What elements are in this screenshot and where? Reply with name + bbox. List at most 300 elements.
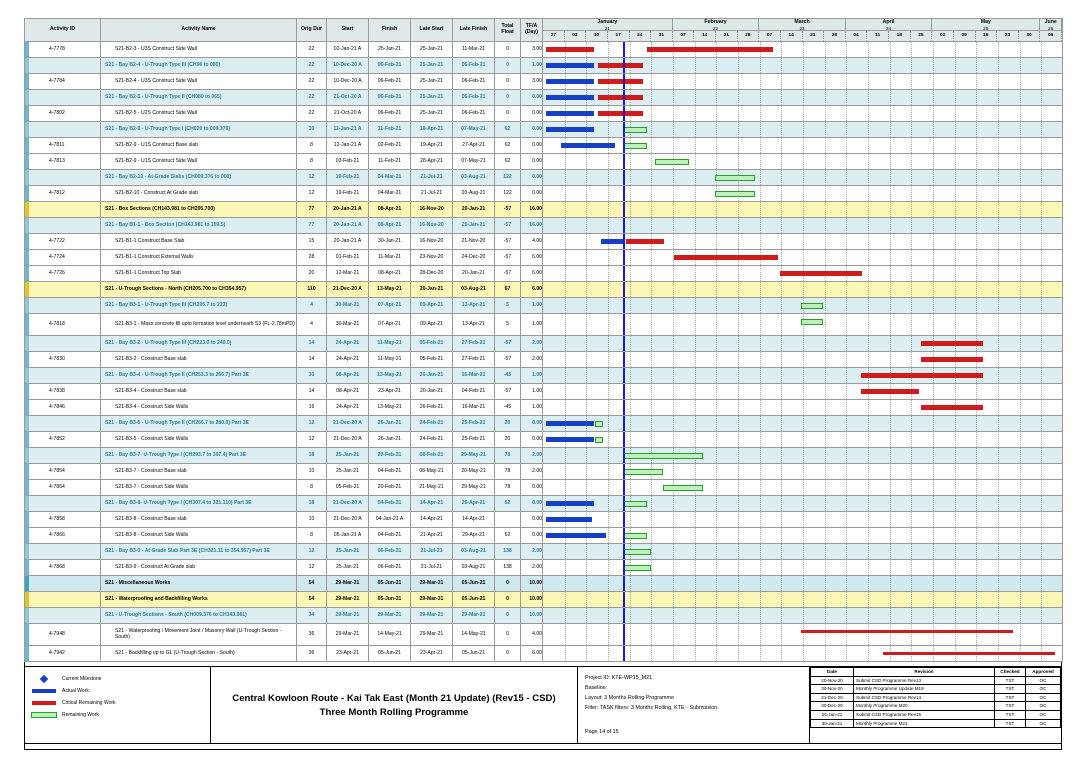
gantt-bar-cell[interactable] — [543, 202, 1063, 218]
gantt-bar-cell[interactable] — [543, 298, 1063, 314]
cell-activity-id — [25, 202, 101, 218]
gantt-bar-crit[interactable] — [861, 389, 919, 394]
header-late-finish: Late Finish — [453, 19, 495, 42]
cell-finish: 04-Feb-21 — [369, 496, 411, 512]
row-colour-strip — [25, 496, 29, 511]
cell-orig-dur: 34 — [297, 608, 327, 624]
header-start: Start — [327, 19, 369, 42]
cell-late-start: 29-Mar-21 — [411, 624, 453, 646]
cell-activity-id: 4-7948 — [25, 624, 101, 646]
gantt-bar-rem[interactable] — [623, 501, 647, 507]
cell-tf-a: 0.00 — [521, 186, 543, 202]
cell-finish: 05-Jun-21 — [369, 576, 411, 592]
gantt-bar-rem[interactable] — [801, 319, 823, 325]
gantt-bar-actual[interactable] — [546, 421, 594, 426]
gantt-bar-cell[interactable] — [543, 170, 1063, 186]
table-row[interactable] — [25, 448, 1063, 464]
cell-finish: 04-Mar-21 — [369, 170, 411, 186]
gantt-bar-cell[interactable] — [543, 250, 1063, 266]
table-row[interactable] — [25, 416, 1063, 432]
cell-activity-id — [25, 368, 101, 384]
table-row[interactable] — [25, 202, 1063, 218]
gantt-bar-actual[interactable] — [561, 143, 615, 148]
data-date-line — [623, 592, 625, 607]
gantt-bar-cell[interactable] — [543, 448, 1063, 464]
cell-activity-id: 4-7812 — [25, 186, 101, 202]
cell-late-start: 09-Apr-21 — [411, 298, 453, 314]
cell-activity-name: S21 - Box Sections (CH143.981 to CH205.700) — [101, 202, 297, 218]
gantt-bar-rem[interactable] — [715, 175, 755, 181]
table-row[interactable] — [25, 282, 1063, 298]
gantt-bar-cell[interactable] — [543, 576, 1063, 592]
gantt-bar-actual[interactable] — [546, 79, 594, 84]
gantt-bar-actual[interactable] — [546, 517, 592, 522]
cell-late-start: 24-Feb-21 — [411, 416, 453, 432]
cell-activity-name: S21-B1-1 Construct External Walls — [101, 250, 297, 266]
cell-finish: 23-Apr-21 — [369, 384, 411, 400]
table-row[interactable] — [25, 138, 1063, 154]
gantt-bar-actual[interactable] — [546, 95, 594, 100]
cell-activity-id: 4-7942 — [25, 646, 101, 662]
cell-start: 24-Apr-21 — [327, 400, 369, 416]
cell-total-float: 67 — [495, 282, 521, 298]
cell-late-start: 19-Apr-21 — [411, 138, 453, 154]
revision-cell-checked: TST — [995, 676, 1026, 685]
cell-finish: 05-Jun-21 — [369, 592, 411, 608]
gantt-bar-actual[interactable] — [546, 127, 594, 132]
cell-finish: 06-Feb-21 — [369, 544, 411, 560]
cell-start: 05-Jan-21 A — [327, 528, 369, 544]
cell-activity-name: S21 - Bay B2-10 - At-Grade Slabs (CH009.376 to 000) — [101, 170, 297, 186]
gantt-bar-cell[interactable] — [543, 432, 1063, 448]
gantt-bar-crit-thin[interactable] — [883, 652, 1055, 655]
revision-cell-rev: Monthly Programme M20 — [854, 702, 995, 711]
cell-tf-a: 3.00 — [521, 42, 543, 58]
gantt-bar-crit[interactable] — [598, 63, 643, 68]
gantt-bar-crit[interactable] — [546, 47, 594, 52]
gantt-bar-rem[interactable] — [663, 485, 703, 491]
timeline-week-tick: 02 — [932, 31, 954, 41]
cell-late-start: 21-Jul-21 — [411, 170, 453, 186]
table-row[interactable] — [25, 384, 1063, 400]
revision-cell-approved: OC — [1026, 719, 1061, 728]
gantt-bar-cell[interactable] — [543, 314, 1063, 336]
cell-late-start: 14-Apr-21 — [411, 512, 453, 528]
cell-total-float: 62 — [495, 496, 521, 512]
table-row[interactable] — [25, 608, 1063, 624]
gantt-bar-actual[interactable] — [546, 533, 606, 538]
gantt-bar-actual[interactable] — [546, 437, 594, 442]
cell-finish: 26-Jan-21 — [369, 432, 411, 448]
row-colour-strip — [25, 138, 29, 153]
legend-symbol-diamond — [31, 676, 57, 682]
gantt-bar-cell[interactable] — [543, 592, 1063, 608]
gantt-bar-cell[interactable] — [543, 384, 1063, 400]
cell-late-finish: 06-Feb-21 — [453, 90, 495, 106]
row-colour-strip — [25, 512, 29, 527]
gantt-bar-cell[interactable] — [543, 282, 1063, 298]
cell-start: 21-Dec-20 A — [327, 282, 369, 298]
legend — [25, 667, 211, 743]
table-row[interactable] — [25, 544, 1063, 560]
table-row[interactable] — [25, 74, 1063, 90]
cell-late-start: 29-Mar-21 — [411, 576, 453, 592]
cell-start: 20-Jan-21 A — [327, 234, 369, 250]
cell-start: 08-Apr-21 — [327, 368, 369, 384]
gantt-bar-cell[interactable] — [543, 266, 1063, 282]
legend-item — [31, 686, 204, 695]
gantt-bar-rem[interactable] — [623, 549, 651, 555]
gantt-bar-actual[interactable] — [601, 239, 623, 244]
table-row[interactable] — [25, 266, 1063, 282]
cell-orig-dur: 18 — [297, 496, 327, 512]
timeline-week-tick: 25 — [911, 31, 933, 41]
row-colour-strip — [25, 646, 29, 661]
revision-cell-checked: TST — [995, 685, 1026, 694]
table-row[interactable] — [25, 646, 1063, 662]
gantt-bar-rem[interactable] — [595, 421, 603, 427]
cell-activity-id: 4-7784 — [25, 74, 101, 90]
gantt-bar-rem[interactable] — [623, 533, 647, 539]
gantt-bar-rem[interactable] — [623, 127, 647, 133]
cell-total-float: 62 — [495, 154, 521, 170]
cell-activity-name: S21 - Backfilling up to GL (U-Trough Section - South) — [101, 646, 297, 662]
gantt-bar-cell[interactable] — [543, 464, 1063, 480]
cell-activity-name: S21 - Waterproofing / Movement Joint / Masonry Wall (U-Trough Section - South) — [101, 624, 297, 646]
cell-finish: 06-Feb-21 — [369, 560, 411, 576]
table-row[interactable] — [25, 90, 1063, 106]
row-colour-strip — [25, 234, 29, 249]
page-number: Page 14 of 15 — [585, 729, 619, 735]
cell-total-float: 78 — [495, 464, 521, 480]
cell-late-finish: 03-Aug-21 — [453, 282, 495, 298]
gantt-bar-crit-thin[interactable] — [801, 630, 1013, 633]
gantt-bar-cell[interactable] — [543, 352, 1063, 368]
gantt-bar-cell[interactable] — [543, 528, 1063, 544]
data-date-line — [623, 170, 625, 185]
revision-cell-date: 20-Nov-20 — [811, 676, 854, 685]
cell-total-float: 0 — [495, 646, 521, 662]
row-colour-strip — [25, 416, 29, 431]
cell-activity-id — [25, 496, 101, 512]
gantt-bar-crit[interactable] — [598, 111, 643, 116]
table-row[interactable] — [25, 42, 1063, 58]
revision-cell-checked: TST — [995, 710, 1026, 719]
gantt-bar-crit[interactable] — [647, 47, 773, 52]
gantt-bar-cell[interactable] — [543, 544, 1063, 560]
row-colour-strip — [25, 74, 29, 89]
timeline-week-tick: 16 — [976, 31, 998, 41]
cell-start: 30-Mar-21 — [327, 298, 369, 314]
gantt-bar-cell[interactable] — [543, 646, 1063, 662]
gantt-bar-cell[interactable] — [543, 480, 1063, 496]
table-row[interactable] — [25, 432, 1063, 448]
cell-total-float: 20 — [495, 432, 521, 448]
cell-finish: 04-Jan-21 A — [369, 512, 411, 528]
gantt-bar-crit[interactable] — [598, 79, 643, 84]
gantt-bar-cell[interactable] — [543, 154, 1063, 170]
cell-orig-dur: 8 — [297, 138, 327, 154]
gantt-bar-rem[interactable] — [655, 159, 689, 165]
cell-tf-a: 4.00 — [521, 234, 543, 250]
cell-orig-dur: 8 — [297, 528, 327, 544]
gantt-bar-rem[interactable] — [801, 303, 823, 309]
gantt-bar-actual[interactable] — [546, 501, 594, 506]
gantt-bar-actual[interactable] — [546, 63, 594, 68]
cell-orig-dur: 14 — [297, 384, 327, 400]
cell-tf-a: 0.00 — [521, 122, 543, 138]
cell-late-start: 25-Jan-21 — [411, 106, 453, 122]
gantt-bar-cell[interactable] — [543, 106, 1063, 122]
table-row[interactable] — [25, 576, 1063, 592]
cell-total-float: -57 — [495, 266, 521, 282]
title-block — [24, 666, 1062, 744]
cell-start: 12-Mar-21 — [327, 266, 369, 282]
cell-late-finish: 16-Mar-21 — [453, 400, 495, 416]
cell-orig-dur: 36 — [297, 646, 327, 662]
table-row[interactable] — [25, 58, 1063, 74]
timeline-week-tick: 07 — [673, 31, 695, 41]
table-row[interactable] — [25, 560, 1063, 576]
cell-orig-dur: 8 — [297, 480, 327, 496]
cell-late-finish: 05-Jun-21 — [453, 592, 495, 608]
gantt-bar-rem[interactable] — [715, 191, 755, 197]
cell-orig-dur: 18 — [297, 448, 327, 464]
gantt-bar-cell[interactable] — [543, 138, 1063, 154]
row-colour-strip — [25, 448, 29, 463]
cell-activity-name: S21 - Bay B3-7- U-Trough Type I (CH293.7 to 307.4) Part 3E — [101, 448, 297, 464]
row-colour-strip — [25, 624, 29, 645]
cell-orig-dur: 39 — [297, 122, 327, 138]
table-row[interactable] — [25, 314, 1063, 336]
row-colour-strip — [25, 560, 29, 575]
cell-orig-dur: 16 — [297, 400, 327, 416]
gantt-bar-cell[interactable] — [543, 42, 1063, 58]
table-row[interactable] — [25, 592, 1063, 608]
cell-start: 19-Feb-21 — [327, 186, 369, 202]
table-row[interactable] — [25, 336, 1063, 352]
revision-cell-date: 30-Jan-21 — [811, 719, 854, 728]
cell-late-start: 21-Jul-21 — [411, 186, 453, 202]
revision-cell-rev: Submit CSD Programme Rev14 — [854, 693, 995, 702]
cell-total-float: 0 — [495, 592, 521, 608]
table-row[interactable] — [25, 218, 1063, 234]
cell-finish: 07-Apr-21 — [369, 314, 411, 336]
cell-activity-name: S21-B3-8 - Construct Side Walls — [101, 528, 297, 544]
gantt-bar-crit[interactable] — [921, 405, 983, 410]
row-colour-strip — [25, 336, 29, 351]
cell-tf-a: 2.00 — [521, 464, 543, 480]
header-finish: Finish — [369, 19, 411, 42]
cell-late-finish: 03-Aug-21 — [453, 170, 495, 186]
cell-orig-dur: 14 — [297, 352, 327, 368]
table-row[interactable] — [25, 122, 1063, 138]
gantt-bar-crit[interactable] — [674, 255, 778, 260]
table-row[interactable] — [25, 496, 1063, 512]
table-row[interactable] — [25, 352, 1063, 368]
gantt-bar-actual[interactable] — [546, 111, 594, 116]
cell-activity-name: S21 - Bay B2-9 - U-Trough Type I (CH020 to 009.376) — [101, 122, 297, 138]
cell-activity-name: S21-B3-4 - Construct Base slab — [101, 384, 297, 400]
gantt-bar-crit[interactable] — [626, 239, 664, 244]
cell-total-float: -45 — [495, 400, 521, 416]
cell-tf-a: 0.00 — [521, 528, 543, 544]
gantt-bar-cell[interactable] — [543, 624, 1063, 646]
cell-activity-id: 4-7866 — [25, 528, 101, 544]
gantt-bar-cell[interactable] — [543, 218, 1063, 234]
cell-late-finish: 06-Feb-21 — [453, 58, 495, 74]
cell-start: 29-Mar-21 — [327, 624, 369, 646]
row-colour-strip — [25, 464, 29, 479]
cell-start: 21-Dec-20 A — [327, 512, 369, 528]
cell-tf-a: 1.00 — [521, 314, 543, 336]
cell-tf-a: 1.00 — [521, 368, 543, 384]
cell-total-float: 0 — [495, 90, 521, 106]
timeline-week-tick: 18 — [889, 31, 911, 41]
gantt-bar-crit[interactable] — [780, 271, 862, 276]
cell-late-start: 21-May-21 — [411, 480, 453, 496]
cell-late-finish: 29-May-21 — [453, 448, 495, 464]
cell-orig-dur: 12 — [297, 170, 327, 186]
gantt-bar-crit[interactable] — [598, 95, 643, 100]
cell-orig-dur: 8 — [297, 154, 327, 170]
revision-row — [811, 693, 1061, 702]
legend-label: Remaining Work — [62, 711, 99, 718]
cell-finish: 02-Feb-21 — [369, 138, 411, 154]
table-row[interactable] — [25, 250, 1063, 266]
cell-activity-name: S21-B1-1 Construct Top Slab — [101, 266, 297, 282]
table-row[interactable] — [25, 464, 1063, 480]
gantt-bar-rem[interactable] — [595, 437, 603, 443]
gantt-bar-crit[interactable] — [921, 341, 983, 346]
table-row[interactable] — [25, 528, 1063, 544]
gantt-bar-rem[interactable] — [623, 565, 651, 571]
cell-total-float: -57 — [495, 218, 521, 234]
gantt-bar-cell[interactable] — [543, 186, 1063, 202]
gantt-bar-cell[interactable] — [543, 74, 1063, 90]
table-row[interactable] — [25, 106, 1063, 122]
gantt-bar-rem[interactable] — [623, 453, 703, 459]
cell-finish: 06-Feb-21 — [369, 74, 411, 90]
cell-orig-dur: 12 — [297, 432, 327, 448]
table-row[interactable] — [25, 480, 1063, 496]
table-row[interactable] — [25, 234, 1063, 250]
gantt-bar-cell[interactable] — [543, 234, 1063, 250]
table-row[interactable] — [25, 186, 1063, 202]
cell-orig-dur: 54 — [297, 592, 327, 608]
gantt-bar-rem[interactable] — [623, 143, 647, 149]
cell-tf-a: 0.00 — [521, 416, 543, 432]
cell-finish: 05-Jun-21 — [369, 646, 411, 662]
cell-late-finish: 20-May-21 — [453, 464, 495, 480]
cell-activity-id: 4-7811 — [25, 138, 101, 154]
cell-late-start: 16-Nov-20 — [411, 202, 453, 218]
cell-start: 21-Oct-20 A — [327, 106, 369, 122]
cell-finish: 11-May-21 — [369, 352, 411, 368]
gantt-bar-cell[interactable] — [543, 560, 1063, 576]
cell-finish: 04-Feb-21 — [369, 464, 411, 480]
table-row[interactable] — [25, 400, 1063, 416]
cell-start: 29-Mar-21 — [327, 592, 369, 608]
cell-late-finish: 05-Jun-21 — [453, 646, 495, 662]
cell-start: 01-Feb-21 — [327, 250, 369, 266]
gantt-bar-crit[interactable] — [921, 357, 983, 362]
gantt-bar-cell[interactable] — [543, 58, 1063, 74]
cell-late-start: 23-Nov-20 — [411, 250, 453, 266]
data-date-line — [623, 400, 625, 415]
cell-late-start: 25-Jan-21 — [411, 74, 453, 90]
gantt-bar-cell[interactable] — [543, 368, 1063, 384]
revision-row — [811, 710, 1061, 719]
timeline-week-tick: 30 — [1019, 31, 1041, 41]
gantt-bar-cell[interactable] — [543, 90, 1063, 106]
cell-orig-dur: 4 — [297, 314, 327, 336]
cell-total-float: 62 — [495, 138, 521, 154]
cell-tf-a: 2.00 — [521, 560, 543, 576]
table-row[interactable] — [25, 154, 1063, 170]
cell-activity-id: 4-7818 — [25, 314, 101, 336]
cell-finish: 04-Feb-21 — [369, 528, 411, 544]
cell-late-start: 19-Apr-21 — [411, 122, 453, 138]
gantt-bar-crit[interactable] — [861, 373, 983, 378]
gantt-bar-cell[interactable] — [543, 122, 1063, 138]
cell-activity-id — [25, 218, 101, 234]
table-row[interactable] — [25, 624, 1063, 646]
header-timeline — [543, 19, 1063, 42]
table-row[interactable] — [25, 298, 1063, 314]
cell-finish: 14-May-21 — [369, 624, 411, 646]
data-date-line — [623, 336, 625, 351]
revision-cell-approved: OC — [1026, 710, 1061, 719]
cell-late-finish: 03-Aug-21 — [453, 560, 495, 576]
revision-header-date: Date — [811, 668, 854, 677]
cell-late-start: 28-Apr-21 — [411, 154, 453, 170]
cell-activity-id — [25, 592, 101, 608]
gantt-bar-cell[interactable] — [543, 512, 1063, 528]
cell-total-float: 0 — [495, 576, 521, 592]
cell-activity-id: 4-7724 — [25, 250, 101, 266]
timeline-week-tick: 21 — [716, 31, 738, 41]
cell-activity-id — [25, 448, 101, 464]
row-colour-strip — [25, 58, 29, 73]
gantt-bar-cell[interactable] — [543, 400, 1063, 416]
gantt-bar-cell[interactable] — [543, 336, 1063, 352]
cell-start: 25-Jan-21 — [327, 464, 369, 480]
cell-activity-name: S21 - Bay B3-1 - U-Trough Type III (CH205.7 to 223) — [101, 298, 297, 314]
header-orig-dur: Orig Dur — [297, 19, 327, 42]
row-colour-strip — [25, 122, 29, 137]
cell-activity-id: 4-7868 — [25, 560, 101, 576]
cell-late-finish: 07-May-21 — [453, 154, 495, 170]
title-line-1: Central Kowloon Route - Kai Tak East (Month 21 Update) (Rev15 - CSD) — [232, 692, 556, 704]
timeline-week-tick: 04 — [846, 31, 868, 41]
gantt-bar-cell[interactable] — [543, 608, 1063, 624]
table-row[interactable] — [25, 368, 1063, 384]
gantt-bar-cell[interactable] — [543, 496, 1063, 512]
row-colour-strip — [25, 576, 29, 591]
table-row[interactable] — [25, 512, 1063, 528]
cell-tf-a: 16.00 — [521, 218, 543, 234]
cell-orig-dur: 77 — [297, 218, 327, 234]
table-row[interactable] — [25, 170, 1063, 186]
data-date-line — [623, 608, 625, 623]
project-info — [578, 667, 810, 743]
cell-late-finish: 03-Aug-21 — [453, 544, 495, 560]
gantt-bar-rem[interactable] — [623, 469, 663, 475]
cell-total-float: -57 — [495, 352, 521, 368]
cell-start: 12-Jan-21 A — [327, 138, 369, 154]
gantt-bar-cell[interactable] — [543, 416, 1063, 432]
